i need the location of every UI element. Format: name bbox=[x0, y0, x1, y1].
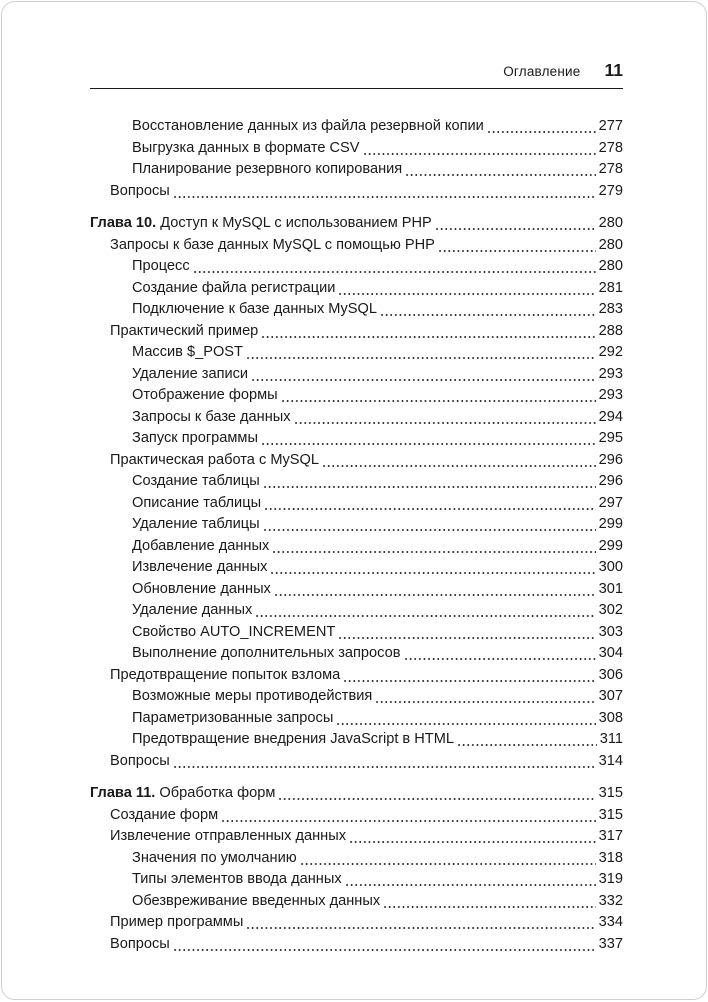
toc-entry bbox=[90, 643, 623, 665]
toc-entry-page: 296 bbox=[598, 473, 623, 489]
dot-leader bbox=[279, 783, 595, 805]
toc-entry bbox=[90, 278, 623, 300]
toc-entry-page: 292 bbox=[598, 344, 623, 360]
toc-entry-label: Значения по умолчанию bbox=[132, 849, 297, 866]
toc-entry-page: 277 bbox=[598, 118, 623, 134]
toc-entry-label: Вопросы bbox=[110, 752, 170, 769]
toc-entry-page: 306 bbox=[598, 666, 623, 683]
toc-entry-page: 278 bbox=[598, 139, 623, 156]
dot-leader bbox=[271, 557, 595, 579]
toc-entry bbox=[90, 471, 623, 493]
toc-entry-label: Пример программы bbox=[110, 914, 244, 930]
dot-leader bbox=[439, 235, 596, 257]
toc-entry-label: Типы элементов ввода данных bbox=[132, 871, 342, 887]
toc-entry bbox=[90, 213, 623, 235]
toc-entry-label: Возможные меры противодействия bbox=[132, 688, 373, 704]
toc-entry bbox=[90, 450, 623, 472]
toc-entry-label: Добавление данных bbox=[132, 537, 270, 554]
toc-entry-label: Описание таблицы bbox=[132, 494, 262, 511]
toc-entry-label: Создание форм bbox=[110, 806, 219, 823]
toc-entry bbox=[90, 934, 623, 956]
dot-leader bbox=[265, 493, 596, 515]
toc-entry bbox=[90, 783, 623, 805]
dot-leader bbox=[350, 826, 596, 848]
toc-entry-label: Извлечение данных bbox=[132, 559, 268, 575]
toc-entry-label: Планирование резервного копирования bbox=[132, 161, 403, 177]
toc-entry-page: 279 bbox=[598, 182, 623, 199]
toc-entry-label: Запуск программы bbox=[132, 430, 258, 446]
toc-entry-label: Глава 10. Доступ к MySQL с использованием PHP bbox=[90, 215, 432, 231]
toc-entry-page: 280 bbox=[598, 236, 623, 253]
toc-entry bbox=[90, 751, 623, 773]
toc-entry-page: 295 bbox=[598, 430, 623, 446]
toc-chapter-prefix: Глава 10. bbox=[90, 215, 157, 231]
dot-leader bbox=[376, 686, 595, 708]
toc-entry-label: Восстановление данных из файла резервной копии bbox=[132, 118, 484, 134]
dot-leader bbox=[384, 891, 596, 913]
dot-leader bbox=[273, 536, 595, 558]
toc-entry-page: 281 bbox=[598, 279, 623, 296]
toc-entry-page: 308 bbox=[598, 709, 623, 726]
toc-entry-page: 311 bbox=[599, 731, 623, 747]
dot-leader bbox=[275, 579, 596, 601]
dot-leader bbox=[222, 805, 595, 827]
dot-leader bbox=[364, 138, 596, 160]
toc-entry-page: 299 bbox=[598, 516, 623, 532]
dot-leader bbox=[174, 751, 596, 773]
toc-entry-label: Вопросы bbox=[110, 182, 170, 199]
toc-entry-label: Создание файла регистрации bbox=[132, 279, 336, 296]
toc-entry-label: Создание таблицы bbox=[132, 473, 260, 489]
toc-entry-label: Массив $_POST bbox=[132, 344, 243, 360]
dot-leader bbox=[488, 116, 596, 138]
dot-leader bbox=[436, 213, 596, 235]
header-divider bbox=[90, 88, 623, 89]
toc-entry bbox=[90, 869, 623, 891]
toc-entry bbox=[90, 299, 623, 321]
toc-entry bbox=[90, 848, 623, 870]
toc-entry-page: 278 bbox=[598, 161, 623, 177]
toc-entry-page: 332 bbox=[598, 892, 623, 909]
toc-entry-page: 293 bbox=[598, 365, 623, 382]
toc-entry bbox=[90, 891, 623, 913]
toc-entry bbox=[90, 579, 623, 601]
toc-entry-label: Удаление данных bbox=[132, 602, 253, 618]
dot-leader bbox=[295, 407, 596, 429]
toc-entry bbox=[90, 321, 623, 343]
dot-leader bbox=[337, 708, 595, 730]
page-content bbox=[2, 2, 706, 955]
toc-entry-page: 283 bbox=[598, 301, 623, 317]
toc-chapter-prefix: Глава 11. bbox=[90, 785, 156, 801]
toc-entry-page: 288 bbox=[598, 322, 623, 339]
toc-entry-page: 294 bbox=[598, 408, 623, 425]
page-number: 11 bbox=[604, 60, 623, 80]
toc-entry bbox=[90, 493, 623, 515]
toc-entry bbox=[90, 622, 623, 644]
dot-leader bbox=[344, 665, 595, 687]
dot-leader bbox=[262, 321, 595, 343]
dot-leader bbox=[282, 385, 596, 407]
toc-entry-page: 315 bbox=[598, 806, 623, 823]
toc-entry-label: Выполнение дополнительных запросов bbox=[132, 645, 401, 661]
toc-list bbox=[90, 116, 623, 955]
toc-entry-page: 280 bbox=[598, 215, 623, 231]
toc-entry-label: Обезвреживание введенных данных bbox=[132, 892, 381, 909]
dot-leader bbox=[458, 729, 597, 751]
toc-entry bbox=[90, 428, 623, 450]
toc-entry-page: 280 bbox=[598, 258, 623, 274]
toc-entry bbox=[90, 256, 623, 278]
toc-entry bbox=[90, 826, 623, 848]
dot-leader bbox=[262, 428, 596, 450]
page-header bbox=[90, 60, 623, 81]
toc-entry-label: Отображение формы bbox=[132, 387, 278, 403]
toc-entry bbox=[90, 235, 623, 257]
toc-entry-label: Обновление данных bbox=[132, 580, 271, 597]
toc-entry bbox=[90, 665, 623, 687]
toc-entry-label: Предотвращение попыток взлома bbox=[110, 666, 341, 683]
toc-entry-label: Удаление записи bbox=[132, 365, 249, 382]
toc-entry-page: 314 bbox=[598, 752, 623, 769]
toc-entry bbox=[90, 407, 623, 429]
toc-entry bbox=[90, 181, 623, 203]
toc-entry-page: 300 bbox=[598, 559, 623, 575]
toc-entry bbox=[90, 708, 623, 730]
dot-leader bbox=[264, 471, 596, 493]
dot-leader bbox=[264, 514, 596, 536]
toc-entry-page: 304 bbox=[598, 645, 623, 661]
dot-leader bbox=[256, 600, 595, 622]
dot-leader bbox=[346, 869, 596, 891]
toc-entry bbox=[90, 557, 623, 579]
dot-leader bbox=[323, 450, 596, 472]
toc-entry-label: Практическая работа с MySQL bbox=[110, 451, 319, 468]
dot-leader bbox=[339, 622, 595, 644]
toc-entry bbox=[90, 729, 623, 751]
toc-entry-page: 318 bbox=[598, 849, 623, 866]
toc-header-title: Оглавление bbox=[503, 64, 581, 79]
dot-leader bbox=[247, 912, 595, 934]
dot-leader bbox=[194, 256, 596, 278]
toc-entry bbox=[90, 912, 623, 934]
toc-entry-label: Запросы к базе данных MySQL с помощью PHP bbox=[110, 236, 435, 253]
dot-leader bbox=[339, 278, 595, 300]
toc-entry bbox=[90, 138, 623, 160]
dot-leader bbox=[405, 643, 596, 665]
toc-entry-label: Параметризованные запросы bbox=[132, 709, 334, 726]
toc-entry-label: Предотвращение внедрения JavaScript в HTML bbox=[132, 731, 454, 747]
dot-leader bbox=[247, 342, 596, 364]
dot-leader bbox=[301, 848, 596, 870]
toc-entry-page: 299 bbox=[598, 537, 623, 554]
toc-entry-label: Запросы к базе данных bbox=[132, 408, 291, 425]
toc-entry-label: Глава 11. Обработка форм bbox=[90, 785, 276, 801]
toc-entry bbox=[90, 364, 623, 386]
toc-entry-page: 296 bbox=[598, 451, 623, 468]
toc-entry-label: Вопросы bbox=[110, 935, 170, 952]
toc-entry bbox=[90, 116, 623, 138]
book-page bbox=[1, 1, 707, 1000]
dot-leader bbox=[174, 934, 596, 956]
toc-entry-page: 315 bbox=[598, 785, 623, 801]
toc-entry bbox=[90, 536, 623, 558]
toc-entry-label: Процесс bbox=[132, 258, 190, 274]
toc-entry-page: 334 bbox=[598, 914, 623, 930]
toc-entry-label: Практический пример bbox=[110, 322, 259, 339]
toc-entry bbox=[90, 686, 623, 708]
toc-entry-label: Удаление таблицы bbox=[132, 516, 260, 532]
dot-leader bbox=[406, 159, 595, 181]
toc-entry-page: 337 bbox=[598, 935, 623, 952]
toc-entry-label: Выгрузка данных в формате CSV bbox=[132, 139, 360, 156]
toc-entry-page: 307 bbox=[598, 688, 623, 704]
toc-entry bbox=[90, 385, 623, 407]
toc-entry-label: Извлечение отправленных данных bbox=[110, 828, 347, 844]
toc-entry-page: 303 bbox=[598, 623, 623, 640]
toc-entry bbox=[90, 514, 623, 536]
dot-leader bbox=[174, 181, 596, 203]
toc-entry bbox=[90, 805, 623, 827]
toc-entry-page: 317 bbox=[598, 828, 623, 844]
toc-entry-page: 293 bbox=[598, 387, 623, 403]
toc-entry bbox=[90, 342, 623, 364]
toc-entry bbox=[90, 159, 623, 181]
toc-entry-page: 302 bbox=[598, 602, 623, 618]
toc-entry bbox=[90, 600, 623, 622]
toc-entry-page: 297 bbox=[598, 494, 623, 511]
dot-leader bbox=[252, 364, 596, 386]
toc-entry-label: Свойство AUTO_INCREMENT bbox=[132, 623, 336, 640]
dot-leader bbox=[381, 299, 596, 321]
toc-entry-page: 301 bbox=[598, 580, 623, 597]
toc-entry-label: Подключение к базе данных MySQL bbox=[132, 301, 377, 317]
toc-entry-page: 319 bbox=[598, 871, 623, 887]
